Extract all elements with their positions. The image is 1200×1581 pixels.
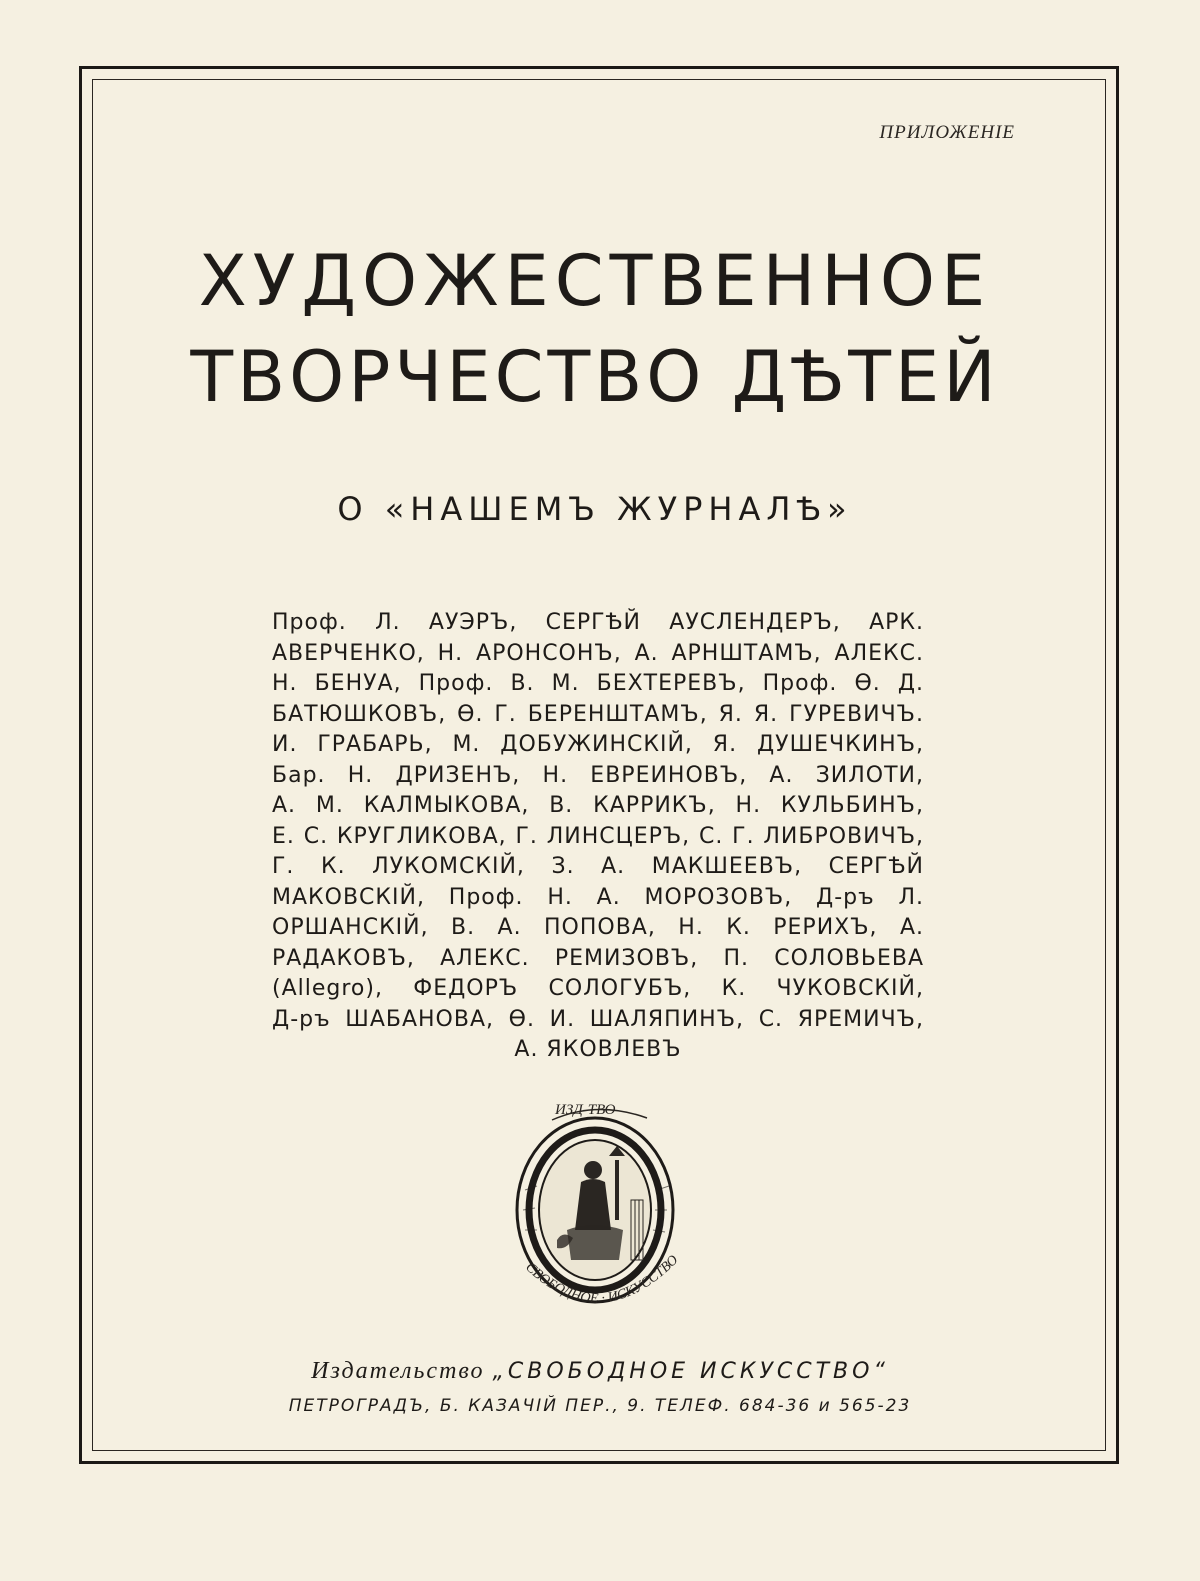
authors-line: МАКОВСКIЙ, Проф. Н. А. МОРОЗОВЪ, Д-ръ Л. xyxy=(272,884,924,910)
authors-line: Проф. Л. АУЭРЪ, СЕРГѢЙ АУСЛЕНДЕРЪ, АРК. xyxy=(272,610,924,635)
publisher-line xyxy=(270,1358,930,1385)
authors-line: Е. С. КРУГЛИКОВА, Г. ЛИНСЦЕРЪ, С. Г. ЛИБРОВИЧЪ, xyxy=(272,823,924,849)
publisher-prefix: Издательство xyxy=(311,1358,493,1384)
title-line-2: ТВОРЧЕСТВО ДѢТЕЙ xyxy=(190,336,1000,418)
authors-line: Д-ръ ШАБАНОВА, Ѳ. И. ШАЛЯПИНЪ, С. ЯРЕМИЧЪ, xyxy=(272,1006,924,1032)
authors-line: (Allegro), ФЕДОРЪ СОЛОГУБЪ, К. ЧУКОВСКIЙ, xyxy=(272,976,924,1001)
publisher-address: ПЕТРОГРАДЪ, Б. КАЗАЧIЙ ПЕР., 9. ТЕЛЕФ. 684-36 и 565-23 xyxy=(288,1396,912,1416)
authors-line: БАТЮШКОВЪ, Ѳ. Г. БЕРЕНШТАМЪ, Я. Я. ГУРЕВИЧЪ. xyxy=(272,701,924,727)
supplement-label: ПРИЛОЖЕНIЕ xyxy=(879,122,1015,143)
authors-line: И. ГРАБАРЬ, М. ДОБУЖИНСКIЙ, Я. ДУШЕЧКИНЪ, xyxy=(272,732,924,757)
authors-line: Н. БЕНУА, Проф. В. М. БЕХТЕРЕВЪ, Проф. Ѳ. Д. xyxy=(272,671,924,696)
authors-list xyxy=(272,608,924,1066)
authors-line: А. ЯКОВЛЕВЪ xyxy=(514,1037,682,1062)
authors-line: Г. К. ЛУКОМСКIЙ, З. А. МАКШЕЕВЪ, СЕРГѢЙ xyxy=(272,854,924,879)
authors-line: Бар. Н. ДРИЗЕНЪ, Н. ЕВРЕИНОВЪ, А. ЗИЛОТИ, xyxy=(272,762,924,788)
title-line-1: ХУДОЖЕСТВЕННОЕ xyxy=(198,240,992,322)
authors-line: ОРШАНСКIЙ, В. А. ПОПОВА, Н. К. РЕРИХЪ, А. xyxy=(272,915,924,940)
authors-line: А. М. КАЛМЫКОВА, В. КАРРИКЪ, Н. КУЛЬБИНЪ, xyxy=(272,793,924,818)
publisher-name: „СВОБОДНОЕ ИСКУССТВО“ xyxy=(492,1359,889,1384)
authors-line: РАДАКОВЪ, АЛЕКС. РЕМИЗОВЪ, П. СОЛОВЬЕВА xyxy=(272,945,924,971)
authors-line: АВЕРЧЕНКО, Н. АРОНСОНЪ, А. АРНШТАМЪ, АЛЕКС. xyxy=(272,640,924,666)
svg-text:ИЗД-ТВО: ИЗД-ТВО xyxy=(555,1102,616,1118)
svg-text:СВОБОДНОЕ · ИСКУССТВО: СВОБОДНОЕ · ИСКУССТВО xyxy=(522,1252,682,1307)
subtitle: О «НАШЕМЪ ЖУРНАЛѢ» xyxy=(337,490,853,528)
publisher-seal-emblem xyxy=(497,1090,697,1330)
